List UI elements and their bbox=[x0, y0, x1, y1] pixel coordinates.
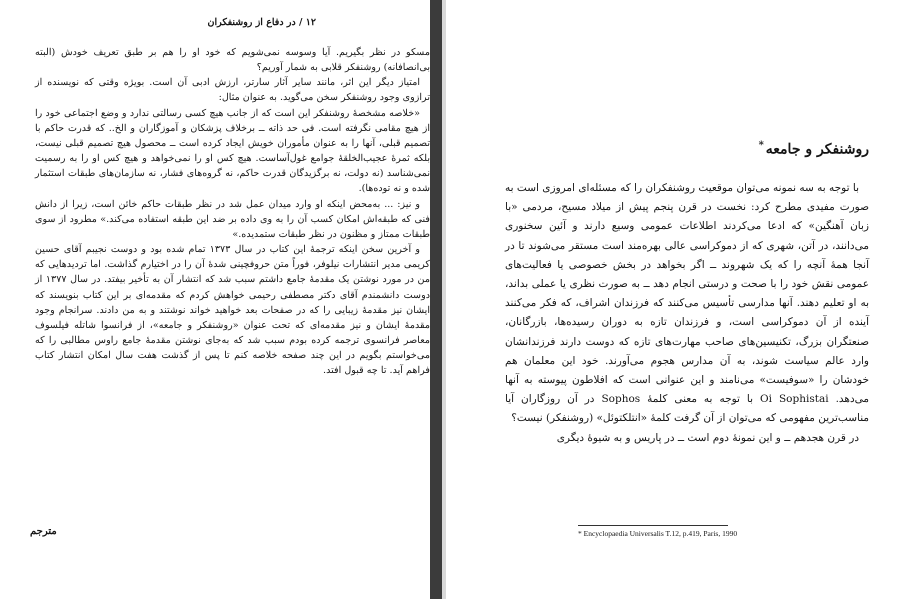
footnote-divider bbox=[578, 525, 728, 526]
left-page bbox=[0, 0, 430, 599]
paragraph: امتیاز دیگر این اثر، مانند سایر آثار سارتر، ارزش ادبی آن است. بویژه وقتی که نویسنده از ترازوی وجود روشنفکر سخن می‌گوید. به عنوان مثال: bbox=[35, 77, 430, 104]
translator-signature: مترجم bbox=[30, 526, 57, 537]
paragraph: و آخرین سخن اینکه ترجمهٔ این کتاب در سال ۱۳۷۳ تمام شده بود و دوست نجیبم آقای حسین کریمی مدیر انتشارات نیلوفر، فوراً متن حروفچینی شدهٔ آن را در اختیارم گذاشت. اما تردیدهایی که من در مورد نوشتن یک مقدمهٔ جامع داشتم سبب شد که انتشار آن به تأخیر بیفتد. در سال ۱۳۷۷ از دوست دانشمندم آقای دکتر مصطفی رحیمی خواهش کردم که مقدمه‌ای بر این کتاب بنویسند که ایشان نیز مقدمهٔ زیبایی را که در صفحات بعد خواهید خواند نوشتند و به من دادند. سرانجام وجود مقدمهٔ ایشان و نیز مقدمه‌ای که تحت عنوان «روشنفکر و جامعه»، از فرانسوا شاتله فیلسوف معاصر فرانسوی ترجمه کرده بودم سبب شد که به‌جای نوشتن مقدمهٔ جامع راوس مطالبی را که می‌خواستم بگویم در این چند صفحه خلاصه کنم تا پس از گذشت هفت سال امکان انتشار کتاب فراهم آید. تا چه قبول افتد. bbox=[35, 244, 430, 377]
paragraph: با توجه به سه نمونه می‌توان موقعیت روشنفکران را که مسئله‌ای امروزی است به صورت مفیدی مطرح کرد: نخست در قرن پنجم پیش از میلاد مسیح، مردمی «با زبان آهنگین» که ادعا می‌کردند اطلاعات عمومی وسیع دارند و آئین سخنوری می‌دانند، در آتن، شهری که از دموکراسی عالی بهره‌مند است مستقر می‌شوند تا در آنجا همهٔ آنچه را که یک شهروند ــ اگر بخواهد در بخش خصوصی یا فعالیت‌های عمومی نقش خود را با صحت و درستی انجام دهد ــ به صورت نظری یا عملی بداند، به او تعلیم دهند. آنها مدارسی تأسیس می‌کنند که فرزندان اشراف، که فکر می‌کنند آینده از آن دموکراسی است، و فرزندان تازه به دوران رسیده‌ها، بازرگانان، صنعتگران بزرگ، تکنیسین‌های صاحب مهارت‌های تازه که دوست دارند فرزندانشان وارد عالم سیاست شوند، به آن مدارس هجوم می‌آورند. خود این معلمان هم خودشان را «سوفیست» می‌نامند و این عنوانی است که افلاطون پیوسته به آنها می‌دهد. Oi Sophistai با توجه به معنی کلمهٔ Sophos در آن روزگاران آیا مناسب‌ترین مفهومی که می‌توان از آن گرفت کلمهٔ «انتلکتوئل» (روشنفکر) نیست؟ bbox=[505, 182, 870, 425]
right-page bbox=[446, 0, 903, 599]
paragraph: مسکو در نظر بگیریم. آیا وسوسه نمی‌شویم که خود او را هم بر طبق تعریف خودش (البته بی‌انصافانه) روشنفکر قلابی به شمار آوریم؟ bbox=[35, 47, 430, 74]
chapter-title bbox=[759, 140, 869, 158]
paragraph: «خلاصه مشخصهٔ روشنفکر این است که از جانب هیچ کسی رسالتی ندارد و وضع اجتماعی خود را از هیچ مقامی نگرفته است. فی حد ذاته ــ برخلاف پزشکان و آموزگاران و الخ.. که قدرت حاکم با تصمیم قبلی، آنها را به عنوان مأموران خویش ایجاد کرده است ــ محصول هیچ تصمیم قبلی نیست، بلکه ثمرهٔ عجیب‌الخلقهٔ جوامع غول‌آساست. هیچ کس او را نمی‌خواهد و هیچ کس او را به رسمیت نمی‌شناسد (نه دولت، نه برگزیدگان قدرت حاکم، نه گروه‌های فشار، نه سازمان‌های طبقات استثمار شده و نه توده‌ها). bbox=[35, 107, 430, 195]
book-gutter bbox=[430, 0, 442, 599]
paragraph: در قرن هجدهم ــ و این نمونهٔ دوم است ــ در پاریس و به شیوهٔ دیگری bbox=[556, 431, 859, 444]
footnote: * Encyclopaedia Universalis T.12, p.419, Paris, 1990 bbox=[578, 529, 738, 538]
left-page-body bbox=[35, 45, 430, 378]
footnote-mark: * bbox=[758, 140, 764, 151]
right-page-body bbox=[505, 179, 869, 448]
running-head: ۱۲ / در دفاع از روشنفکران bbox=[207, 17, 316, 28]
chapter-title-text: روشنفکر و جامعه bbox=[765, 141, 869, 158]
paragraph: و نیز: ... به‌محض اینکه او وارد میدان عمل شد در نظر طبقات حاکم خائن است، زیرا از دانش فنی که طبقه‌اش امکان کسب آن را به وی داده بر ضد این طبقه استفاده می‌کند.» مطرود از سوی طبقات ممتاز و مظنون در نظر طبقات ستمدیده.» bbox=[35, 198, 430, 240]
